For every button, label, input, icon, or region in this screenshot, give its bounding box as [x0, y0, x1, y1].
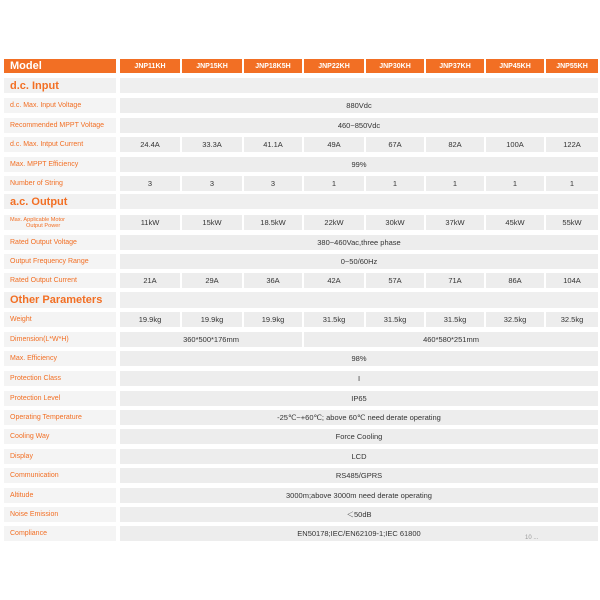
section-title: d.c. Input: [4, 78, 116, 93]
spec-value-cell: 19.9kg: [182, 312, 242, 327]
spec-row-number-of-string: [4, 176, 598, 191]
spec-row-display: [4, 449, 598, 464]
spec-label: Cooling Way: [4, 429, 116, 444]
spec-value-group-large: 460*580*251mm: [304, 332, 598, 347]
spec-value-cell: 19.9kg: [120, 312, 180, 327]
spec-label-line-2: Output Power: [26, 222, 61, 229]
spec-value-cell: 32.5kg: [486, 312, 544, 327]
spec-label: Compliance: [4, 526, 116, 541]
spec-value-cell: 71A: [426, 273, 484, 288]
spec-value-shared: -25℃~+60℃; above 60℃ need derate operating: [120, 410, 598, 425]
spec-row-max-efficiency: [4, 351, 598, 366]
spec-label: Protection Level: [4, 391, 116, 406]
spec-value-shared: Force Cooling: [120, 429, 598, 444]
spec-value-cell: 57A: [366, 273, 424, 288]
spec-row-max-applicable-motor-power: [4, 215, 598, 230]
spec-value-cell: 24.4A: [120, 137, 180, 152]
model-name-cell: JNP55KH: [546, 59, 598, 73]
spec-label: Weight: [4, 312, 116, 327]
model-header-row: [4, 59, 598, 73]
spec-value-cell: 33.3A: [182, 137, 242, 152]
spec-value-cell: 42A: [304, 273, 364, 288]
spec-value-group-small: 360*500*176mm: [120, 332, 302, 347]
spec-value-cell: 19.9kg: [244, 312, 302, 327]
spec-row-noise-emission: [4, 507, 598, 522]
spec-label: Rated Output Voltage: [4, 235, 116, 250]
spec-label: Operating Temperature: [4, 410, 116, 425]
spec-value-shared: 0~50/60Hz: [120, 254, 598, 269]
spec-value-cell: 31.5kg: [304, 312, 364, 327]
model-name-cell: JNP45KH: [486, 59, 544, 73]
spec-value-cell: 49A: [304, 137, 364, 152]
spec-row-compliance: [4, 526, 598, 541]
spec-label: Display: [4, 449, 116, 464]
spec-value-cell: 55kW: [546, 215, 598, 230]
spec-value-cell: 82A: [426, 137, 484, 152]
spec-row-protection-level: [4, 391, 598, 406]
spec-row-altitude: [4, 488, 598, 503]
spec-value-cell: 104A: [546, 273, 598, 288]
spec-value-cell: 86A: [486, 273, 544, 288]
spec-row-rated-output-current: [4, 273, 598, 288]
spec-value-cell: 21A: [120, 273, 180, 288]
spec-value-cell: 32.5kg: [546, 312, 598, 327]
spec-value-cell: 67A: [366, 137, 424, 152]
spec-row-rated-output-voltage: [4, 235, 598, 250]
spec-label: Max. MPPT Efficiency: [4, 157, 116, 172]
model-name-cell: JNP18K5H: [244, 59, 302, 73]
cut-off-footnote: 10 ...: [525, 535, 539, 541]
spec-row-recommended-mppt-voltage: [4, 118, 598, 133]
spec-value-shared: ＜50dB: [120, 507, 598, 522]
spec-row-protection-class: [4, 371, 598, 386]
spec-value-cell: 45kW: [486, 215, 544, 230]
section-filler: [120, 194, 598, 209]
section-title: a.c. Output: [4, 194, 116, 209]
spec-value-cell: 29A: [182, 273, 242, 288]
spec-value-shared: EN50178;IEC/EN62109-1;IEC 61800: [120, 526, 598, 541]
spec-label: Protection Class: [4, 371, 116, 386]
spec-row-dimension: [4, 332, 598, 347]
section-filler: [120, 292, 598, 308]
spec-value-shared: IP65: [120, 391, 598, 406]
spec-value-shared: 99%: [120, 157, 598, 172]
section-heading-dc-input: [4, 78, 598, 93]
spec-row-weight: [4, 312, 598, 327]
spec-value-cell: 1: [486, 176, 544, 191]
spec-value-shared: RS485/GPRS: [120, 468, 598, 483]
spec-row-operating-temperature: [4, 410, 598, 425]
spec-value-cell: 122A: [546, 137, 598, 152]
spec-value-cell: 31.5kg: [426, 312, 484, 327]
spec-value-cell: 3: [120, 176, 180, 191]
spec-value-cell: 100A: [486, 137, 544, 152]
model-header-label: Model: [4, 59, 116, 73]
model-name-cell: JNP11KH: [120, 59, 180, 73]
spec-value-shared: 460~850Vdc: [120, 118, 598, 133]
section-heading-ac-output: [4, 194, 598, 209]
spec-value-shared: 880Vdc: [120, 98, 598, 113]
spec-row-dc-max-input-voltage: [4, 98, 598, 113]
spec-label: Output Frequency Range: [4, 254, 116, 269]
spec-label: d.c. Max. Input Voltage: [4, 98, 116, 113]
spec-value-cell: 1: [426, 176, 484, 191]
spec-value-cell: 11kW: [120, 215, 180, 230]
spec-value-cell: 22kW: [304, 215, 364, 230]
spec-row-dc-max-input-current: [4, 137, 598, 152]
section-heading-other: [4, 292, 598, 308]
spec-label: Rated Output Current: [4, 273, 116, 288]
spec-label: [4, 215, 116, 230]
spec-label: Number of String: [4, 176, 116, 191]
spec-value-shared: 98%: [120, 351, 598, 366]
spec-value-shared: 3000m;above 3000m need derate operating: [120, 488, 598, 503]
spec-value-cell: 18.5kW: [244, 215, 302, 230]
spec-label: Max. Efficiency: [4, 351, 116, 366]
spec-row-max-mppt-efficiency: [4, 157, 598, 172]
spec-value-cell: 1: [546, 176, 598, 191]
spec-label: Noise Emission: [4, 507, 116, 522]
spec-value-cell: 36A: [244, 273, 302, 288]
spec-value-cell: 15kW: [182, 215, 242, 230]
spec-label: Altitude: [4, 488, 116, 503]
spec-value-cell: 3: [182, 176, 242, 191]
spec-label: Dimension(L*W*H): [4, 332, 116, 347]
section-filler: [120, 78, 598, 93]
spec-value-shared: I: [120, 371, 598, 386]
spec-label: d.c. Max. Intput Current: [4, 137, 116, 152]
spec-value-shared: LCD: [120, 449, 598, 464]
model-name-cell: JNP37KH: [426, 59, 484, 73]
spec-value-cell: 41.1A: [244, 137, 302, 152]
spec-label-line-1: Max. Applicable Motor: [10, 216, 66, 223]
spec-row-communication: [4, 468, 598, 483]
spec-label: Recommended MPPT Voltage: [4, 118, 116, 133]
spec-value-shared: 380~460Vac,three phase: [120, 235, 598, 250]
spec-value-cell: 3: [244, 176, 302, 191]
model-name-cell: JNP22KH: [304, 59, 364, 73]
model-name-cell: JNP30KH: [366, 59, 424, 73]
spec-value-cell: 37kW: [426, 215, 484, 230]
spec-row-output-frequency-range: [4, 254, 598, 269]
spec-value-cell: 30kW: [366, 215, 424, 230]
spec-value-cell: 1: [304, 176, 364, 191]
section-title: Other Parameters: [4, 292, 116, 308]
spec-row-cooling-way: [4, 429, 598, 444]
spec-value-cell: 31.5kg: [366, 312, 424, 327]
spec-value-cell: 1: [366, 176, 424, 191]
model-name-cell: JNP15KH: [182, 59, 242, 73]
spec-label: Communication: [4, 468, 116, 483]
